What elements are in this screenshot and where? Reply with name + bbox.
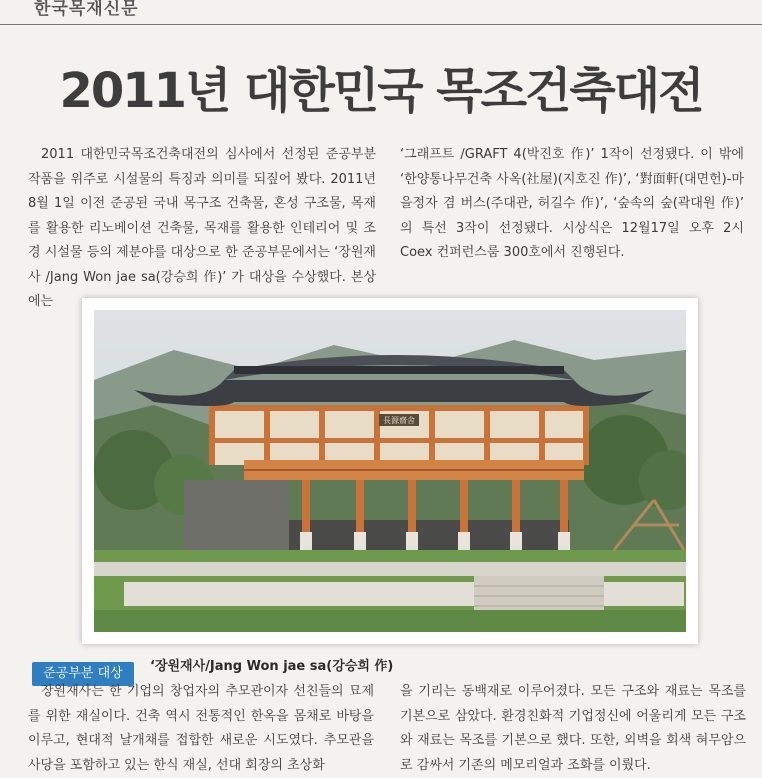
article-column-left <box>28 143 376 315</box>
article-column-right <box>400 143 744 266</box>
award-badge: 준공부분 대상 <box>32 662 134 686</box>
article-paragraph-left: 2011 대한민국목조건축대전의 심사에서 선정된 준공부분 작품을 위주로 시설물의 특징과 의미를 되짚어 봤다. 2011년 8월 1일 이전 준공된 국내 목구조 건축물, 혼성 구조물, 목재를 활용한 리노베이션 건축물, 목재를 활용한 인테리어 및 조경 시설물 등의 제분야를 대상으로 한 준공부문에서는 ‘장원재사 /Jang Won jae sa(강승희 作)’ 가 대상을 수상했다. 본상에는 <box>28 147 376 309</box>
award-column-right <box>400 680 746 778</box>
newspaper-name: 한국목재신문 <box>34 0 139 19</box>
award-text-left: 장원재사는 한 기업의 창업자의 추모관이자 선친들의 묘제를 위한 재실이다. 건축 역시 전통적인 한옥을 몸채로 바탕을 이루고, 현대적 날개채를 접합한 새로운 시도였다. 추모관을 사당을 포함하고 있는 한식 재실, 선대 회장의 초상화 <box>28 684 374 773</box>
photo-frame <box>82 298 698 644</box>
article-paragraph-right: ‘그래프트 /GRAFT 4(박진호 作)’ 1작이 선정됐다. 이 밖에 ‘한양통나무건축 사옥(社屋)(지호진 作)’, ‘對面軒(대면헌)-마을정자 겸 버스(주대관, 허길수 作)’, ‘숲속의 숲(곽대원 作)’ 의 특선 3작이 선정됐다. 시상식은 12월17일 오후 2시 Coex 컨퍼런스룸 300호에서 진행된다. <box>400 147 744 260</box>
signboard-text: 長源齋舍 <box>383 416 415 425</box>
masthead <box>0 0 762 25</box>
award-title: ‘장원재사/Jang Won jae sa(강승희 作) <box>150 659 394 674</box>
building-illustration <box>94 310 686 632</box>
award-text-right: 을 기리는 동백재로 이루어졌다. 모든 구조와 재료는 목조를 기본으로 삼았다. 환경친화적 기업정신에 어울리게 모든 구조와 재료는 목조를 기본으로 했다. 또한, 외벽을 회색 혀무암으로 감싸서 기존의 메모리얼과 조화를 이뤘다. <box>400 684 746 773</box>
award-column-left <box>28 680 374 778</box>
building-photo <box>94 310 686 632</box>
headline: 2011년 대한민국 목조건축대전 <box>59 63 703 119</box>
